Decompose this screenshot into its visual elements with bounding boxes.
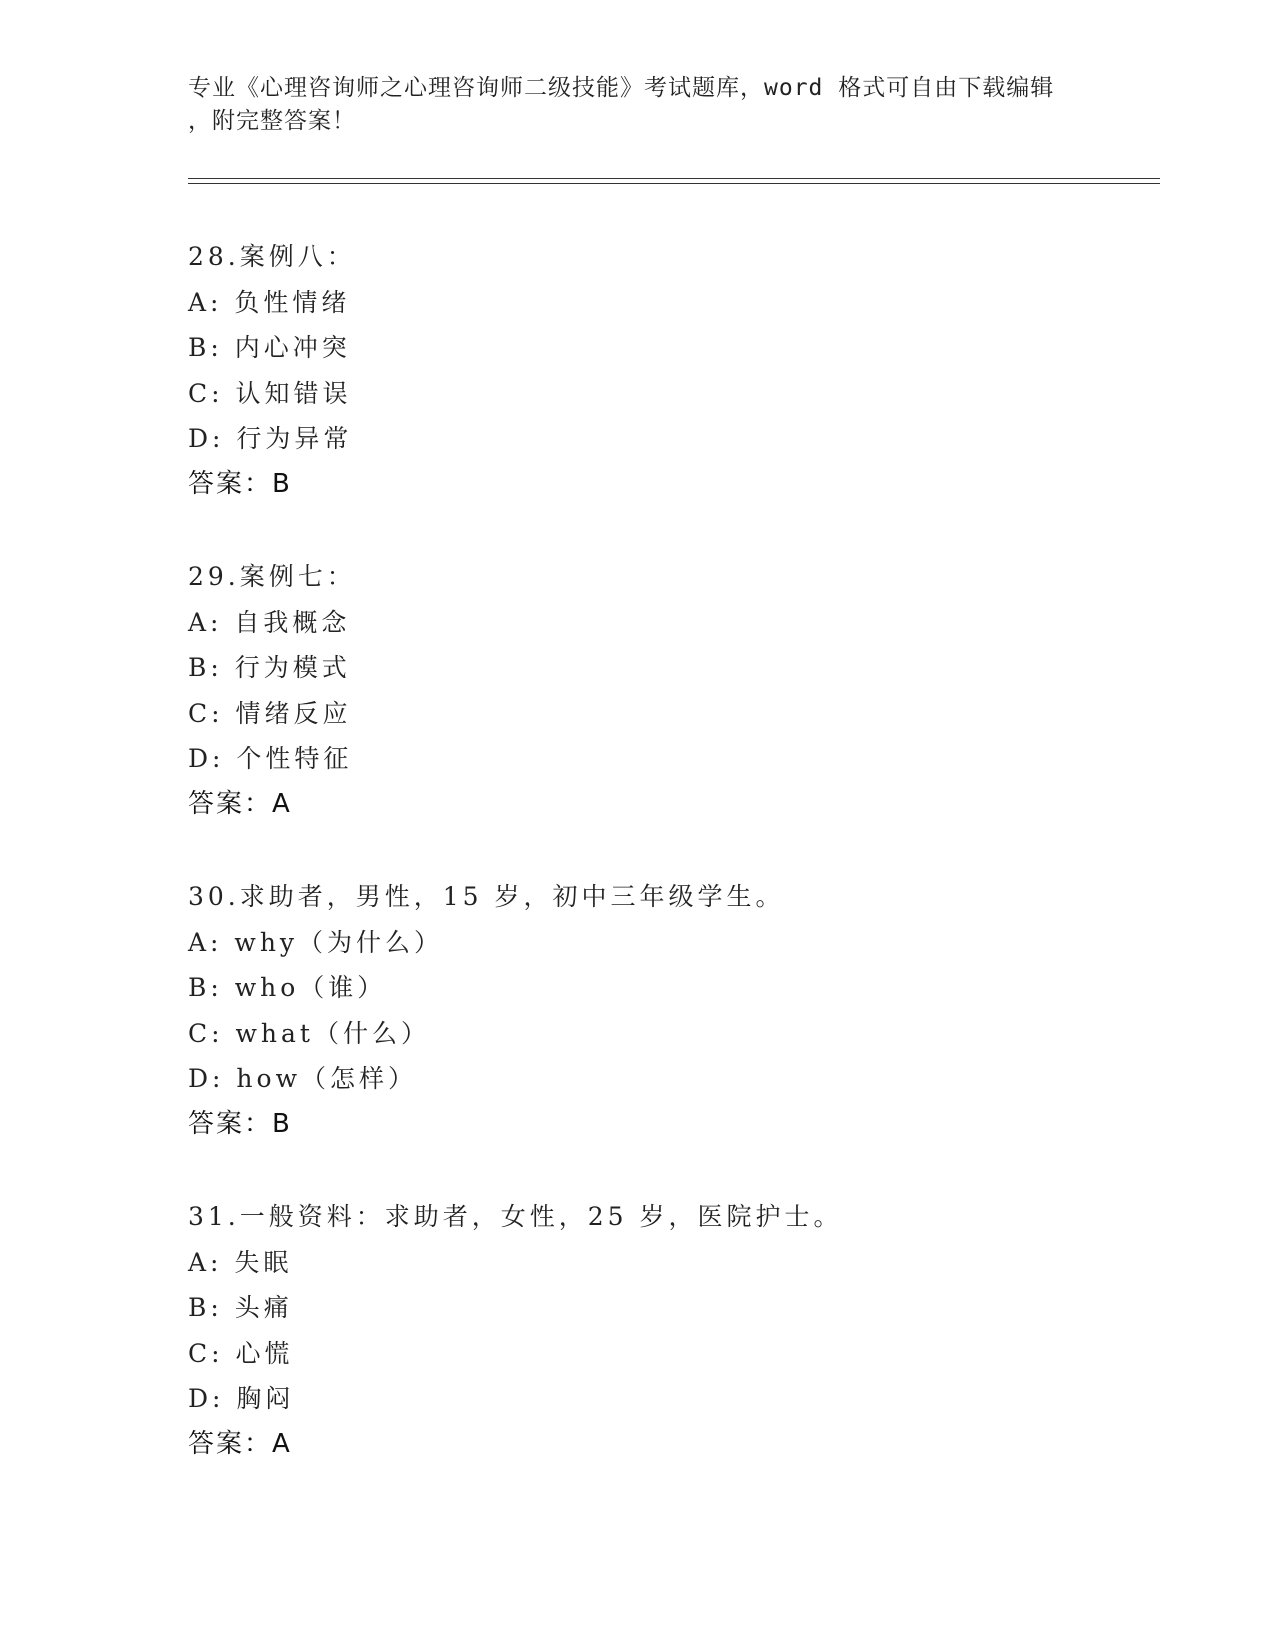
option-b: B: who（谁） bbox=[188, 973, 387, 1002]
question-stem: 30.求助者，男性，15 岁，初中三年级学生。 bbox=[188, 882, 785, 911]
header-line-2: ，附完整答案！ bbox=[188, 108, 356, 134]
option-c: C: 认知错误 bbox=[188, 378, 352, 408]
option-a: A: 自我概念 bbox=[188, 607, 351, 637]
option-a: A: why（为什么） bbox=[188, 927, 444, 957]
option-d: D: 个性特征 bbox=[188, 744, 353, 773]
header-divider-top bbox=[188, 178, 1160, 179]
option-a: A: 失眠 bbox=[188, 1247, 293, 1277]
answer-line: 答案：B bbox=[188, 468, 292, 499]
question-stem: 31.一般资料：求助者，女性，25 岁，医院护士。 bbox=[188, 1202, 843, 1231]
option-b: B: 头痛 bbox=[188, 1293, 293, 1322]
option-c: C: 情绪反应 bbox=[188, 698, 352, 728]
option-d: D: 胸闷 bbox=[188, 1384, 295, 1413]
option-d: D: how（怎样） bbox=[188, 1064, 417, 1093]
option-d: D: 行为异常 bbox=[188, 424, 353, 453]
answer-line: 答案：A bbox=[188, 1428, 292, 1459]
question-31 bbox=[188, 1194, 1138, 1467]
option-b: B: 行为模式 bbox=[188, 653, 351, 682]
question-28 bbox=[188, 234, 1138, 507]
header-line-1: 专业《心理咨询师之心理咨询师二级技能》考试题库，word 格式可自由下载编辑 bbox=[188, 75, 1055, 101]
header-divider-bottom bbox=[188, 183, 1160, 184]
question-30 bbox=[188, 874, 1138, 1147]
answer-line: 答案：A bbox=[188, 788, 292, 819]
question-29 bbox=[188, 554, 1138, 827]
question-stem: 28.案例八： bbox=[188, 242, 356, 271]
option-a: A: 负性情绪 bbox=[188, 287, 351, 317]
document-header bbox=[188, 72, 1088, 138]
question-stem: 29.案例七： bbox=[188, 562, 356, 591]
option-b: B: 内心冲突 bbox=[188, 333, 351, 362]
answer-line: 答案：B bbox=[188, 1108, 292, 1139]
option-c: C: what（什么） bbox=[188, 1018, 430, 1048]
option-c: C: 心慌 bbox=[188, 1338, 294, 1368]
